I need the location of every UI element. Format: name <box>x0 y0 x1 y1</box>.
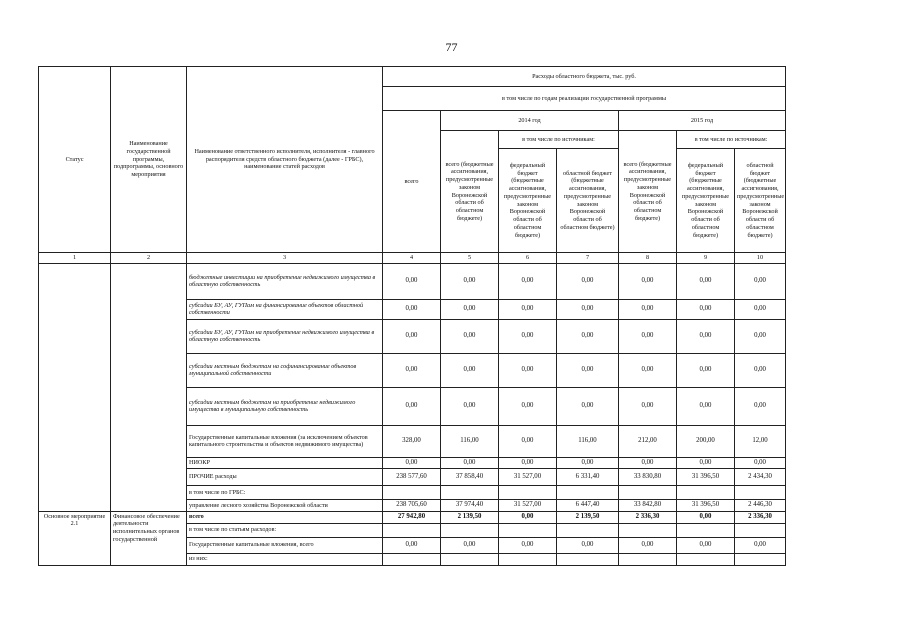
value-cell: 0,00 <box>383 387 441 425</box>
row-label: в том числе по ГРБС: <box>187 486 383 500</box>
value-cell: 0,00 <box>677 353 735 387</box>
header-program-name: Наименование государственной программы, подпрограммы, основного мероприятия <box>111 67 187 253</box>
value-cell: 0,00 <box>499 319 557 353</box>
value-cell <box>677 486 735 500</box>
value-cell <box>735 523 786 537</box>
header-status: Статус <box>39 67 111 253</box>
value-cell: 0,00 <box>383 353 441 387</box>
col-number: 7 <box>557 253 619 264</box>
value-cell: 0,00 <box>383 263 441 299</box>
value-cell: 0,00 <box>677 387 735 425</box>
value-cell: 0,00 <box>499 457 557 468</box>
value-cell: 0,00 <box>619 537 677 553</box>
value-cell: 31 527,00 <box>499 500 557 511</box>
value-cell: 0,00 <box>499 425 557 457</box>
value-cell: 2 139,50 <box>441 511 499 523</box>
value-cell: 0,00 <box>557 457 619 468</box>
value-cell: 2 446,30 <box>735 500 786 511</box>
value-cell: 0,00 <box>441 353 499 387</box>
value-cell: 27 942,80 <box>383 511 441 523</box>
value-cell <box>383 553 441 565</box>
value-cell <box>557 553 619 565</box>
column-numbers-row <box>39 253 786 264</box>
value-cell: 0,00 <box>441 299 499 319</box>
value-cell <box>619 523 677 537</box>
value-cell: 0,00 <box>677 537 735 553</box>
value-cell: 37 858,40 <box>441 469 499 486</box>
status-cell-empty <box>39 263 111 511</box>
value-cell: 2 139,50 <box>557 511 619 523</box>
value-cell: 31 396,50 <box>677 500 735 511</box>
value-cell <box>499 553 557 565</box>
event-status: Основное мероприятие 2.1 <box>39 511 111 565</box>
value-cell: 0,00 <box>735 537 786 553</box>
col-number: 3 <box>187 253 383 264</box>
value-cell: 0,00 <box>557 319 619 353</box>
value-cell: 2 336,30 <box>619 511 677 523</box>
col-number: 2 <box>111 253 187 264</box>
value-cell: 238 577,60 <box>383 469 441 486</box>
row-label: субсидии БУ, АУ, ГУПам на финансирование объектов областной собственности <box>187 299 383 319</box>
row-label: всего <box>187 511 383 523</box>
header-2015-regional: областной бюджет (бюджетные ассигнования, предусмотренные законом Воронежской области об областном бюджете) <box>735 149 786 253</box>
value-cell <box>619 553 677 565</box>
value-cell: 0,00 <box>441 319 499 353</box>
value-cell: 0,00 <box>499 353 557 387</box>
value-cell: 0,00 <box>499 387 557 425</box>
value-cell: 0,00 <box>499 511 557 523</box>
row-label: бюджетные инвестиции на приобретение недвижимого имущества в областную собственность <box>187 263 383 299</box>
value-cell <box>735 553 786 565</box>
value-cell: 0,00 <box>735 263 786 299</box>
value-cell: 0,00 <box>383 299 441 319</box>
value-cell: 0,00 <box>557 353 619 387</box>
value-cell: 37 974,40 <box>441 500 499 511</box>
value-cell: 0,00 <box>735 387 786 425</box>
name-cell-empty <box>111 263 187 511</box>
value-cell <box>441 486 499 500</box>
row-label: субсидии местным бюджетам на приобретение недвижимого имущества в муниципальную собственность <box>187 387 383 425</box>
col-number: 1 <box>39 253 111 264</box>
value-cell: 0,00 <box>499 263 557 299</box>
col-number: 5 <box>441 253 499 264</box>
value-cell: 0,00 <box>735 299 786 319</box>
value-cell: 6 331,40 <box>557 469 619 486</box>
header-2014-sources: в том числе по источникам: <box>499 131 619 149</box>
value-cell <box>499 486 557 500</box>
value-cell: 0,00 <box>619 263 677 299</box>
value-cell: 33 830,80 <box>619 469 677 486</box>
value-cell: 2 434,30 <box>735 469 786 486</box>
page-number: 77 <box>445 40 458 54</box>
row-label: субсидии местным бюджетам на софинансирование объектов муниципальной собственности <box>187 353 383 387</box>
value-cell: 0,00 <box>499 537 557 553</box>
value-cell: 238 705,60 <box>383 500 441 511</box>
value-cell: 116,00 <box>557 425 619 457</box>
value-cell: 0,00 <box>735 319 786 353</box>
value-cell: 0,00 <box>557 387 619 425</box>
value-cell <box>735 486 786 500</box>
row-label: Государственные капитальные вложения (за исключением объектов капитального строительства и объектов недвижимого имущества) <box>187 425 383 457</box>
header-expenses: Расходы областного бюджета, тыс. руб. <box>383 67 786 87</box>
value-cell: 0,00 <box>677 457 735 468</box>
row-label: управление лесного хозяйства Воронежской области <box>187 500 383 511</box>
value-cell <box>499 523 557 537</box>
header-year-2014: 2014 год <box>441 111 619 131</box>
value-cell: 0,00 <box>441 457 499 468</box>
col-number: 4 <box>383 253 441 264</box>
value-cell: 0,00 <box>677 511 735 523</box>
value-cell: 0,00 <box>619 457 677 468</box>
value-cell: 212,00 <box>619 425 677 457</box>
header-2015-total: всего (бюджетные ассигнования, предусмотренные законом Воронежской области об областном бюджете) <box>619 131 677 253</box>
row-label: НИОКР <box>187 457 383 468</box>
value-cell <box>557 523 619 537</box>
value-cell: 2 336,30 <box>735 511 786 523</box>
header-2015-federal: федеральный бюджет (бюджетные ассигнования, предусмотренные законом Воронежской области об областном бюджете) <box>677 149 735 253</box>
value-cell: 0,00 <box>619 319 677 353</box>
col-number: 9 <box>677 253 735 264</box>
value-cell: 0,00 <box>735 457 786 468</box>
value-cell: 116,00 <box>441 425 499 457</box>
row-label: субсидии БУ, АУ, ГУПам на приобретение недвижимого имущества в областную собственность <box>187 319 383 353</box>
value-cell: 200,00 <box>677 425 735 457</box>
header-total: всего <box>383 111 441 253</box>
value-cell <box>383 486 441 500</box>
row-label: ПРОЧИЕ расходы <box>187 469 383 486</box>
value-cell: 0,00 <box>557 263 619 299</box>
value-cell: 0,00 <box>441 263 499 299</box>
header-2014-federal: федеральный бюджет (бюджетные ассигнования, предусмотренные законом Воронежской области об областном бюджете) <box>499 149 557 253</box>
value-cell: 0,00 <box>499 299 557 319</box>
header-executor: Наименование ответственного исполнителя, исполнителя - главного распорядителя средств областного бюджета (далее - ГРБС), наименование статей расходов <box>187 67 383 253</box>
value-cell: 0,00 <box>441 387 499 425</box>
value-cell: 328,00 <box>383 425 441 457</box>
value-cell: 31 527,00 <box>499 469 557 486</box>
table-row <box>39 511 786 523</box>
header-2014-total: всего (бюджетные ассигнования, предусмотренные законом Воронежской области об областном бюджете) <box>441 131 499 253</box>
value-cell: 0,00 <box>557 537 619 553</box>
value-cell: 33 842,80 <box>619 500 677 511</box>
value-cell: 0,00 <box>677 299 735 319</box>
value-cell: 31 396,50 <box>677 469 735 486</box>
value-cell <box>383 523 441 537</box>
event-name: Финансовое обеспечение деятельности исполнительных органов государственной <box>111 511 187 565</box>
value-cell: 0,00 <box>383 319 441 353</box>
value-cell <box>677 523 735 537</box>
value-cell <box>619 486 677 500</box>
value-cell <box>557 486 619 500</box>
budget-table <box>38 66 786 566</box>
header-2015-sources: в том числе по источникам: <box>677 131 786 149</box>
value-cell: 0,00 <box>735 353 786 387</box>
value-cell: 0,00 <box>383 537 441 553</box>
value-cell <box>441 553 499 565</box>
value-cell: 6 447,40 <box>557 500 619 511</box>
value-cell: 0,00 <box>441 537 499 553</box>
table-row <box>39 263 786 299</box>
header-by-years: в том числе по годам реализации государственной программы <box>383 87 786 111</box>
header-2014-regional: областной бюджет (бюджетные ассигнования, предусмотренные законом Воронежской области об областном бюджете) <box>557 149 619 253</box>
value-cell: 0,00 <box>557 299 619 319</box>
col-number: 6 <box>499 253 557 264</box>
row-label: в том числе по статьям расходов: <box>187 523 383 537</box>
col-number: 10 <box>735 253 786 264</box>
col-number: 8 <box>619 253 677 264</box>
value-cell: 0,00 <box>383 457 441 468</box>
row-label: Государственные капитальные вложения, всего <box>187 537 383 553</box>
value-cell <box>677 553 735 565</box>
value-cell: 0,00 <box>677 263 735 299</box>
value-cell <box>441 523 499 537</box>
value-cell: 0,00 <box>677 319 735 353</box>
value-cell: 0,00 <box>619 353 677 387</box>
value-cell: 12,00 <box>735 425 786 457</box>
value-cell: 0,00 <box>619 387 677 425</box>
value-cell: 0,00 <box>619 299 677 319</box>
row-label: из них: <box>187 553 383 565</box>
header-year-2015: 2015 год <box>619 111 786 131</box>
